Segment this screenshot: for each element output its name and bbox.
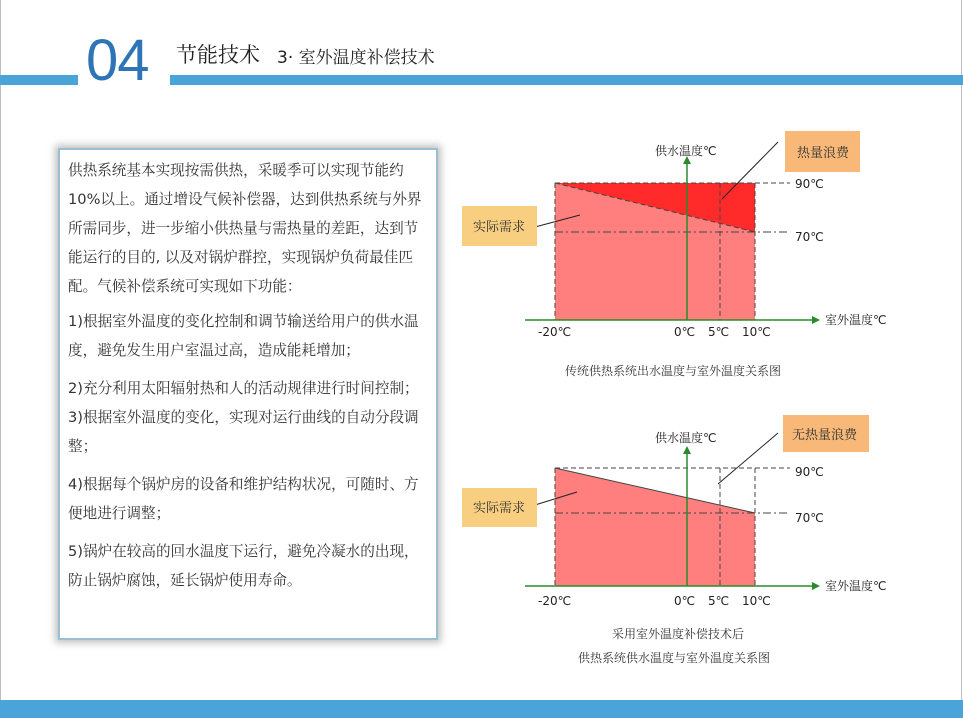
slide-subtitle: 3· 室外温度补偿技术 — [277, 48, 435, 68]
waste-callout-label: 热量浪费 — [797, 146, 850, 161]
tick-label-90: 90℃ — [795, 177, 824, 191]
function-item-2: 2)充分利用太阳辐射热和人的活动规律进行时间控制； — [68, 380, 419, 397]
function-item-1: 1)根据室外温度的变化控制和调节输送给用户的供水温度，避免发生用户室温过高，造成能耗增加； — [68, 313, 419, 359]
tick-label-90: 90℃ — [795, 465, 824, 479]
function-item-3: 3)根据室外温度的变化，实现对运行曲线的自动分段调整； — [68, 409, 419, 455]
x-axis-label: 室外温度℃ — [825, 579, 887, 593]
diagram-compensated — [462, 415, 886, 665]
tick-label-minus20: -20℃ — [538, 325, 572, 339]
intro-paragraph: 供热系统基本实现按需供热，采暖季可以实现节能约10%以上。通过增设气候补偿器，达到供热系统与外界所需同步，进一步缩小供热量与需热量的差距，达到节能运行的目的, 以及对锅炉群控，实现锅炉负荷最佳匹配。气候补偿系统可实现如下功能： — [68, 162, 422, 295]
tick-label-5: 5℃ — [708, 325, 730, 339]
slide-title: 节能技术 — [176, 43, 260, 67]
x-axis-label: 室外温度℃ — [825, 313, 887, 327]
tick-label-5: 5℃ — [708, 594, 730, 608]
demand-callout-label: 实际需求 — [473, 220, 526, 235]
y-axis-label: 供水温度℃ — [655, 144, 717, 158]
slide-number: 04 — [86, 28, 149, 93]
diagram-caption: 传统供热系统出水温度与室外温度关系图 — [565, 364, 782, 378]
tick-label-70: 70℃ — [795, 230, 824, 244]
diagram-traditional — [462, 131, 886, 378]
y-axis-label: 供水温度℃ — [655, 431, 717, 445]
function-item-4: 4)根据每个锅炉房的设备和维护结构状况，可随时、方便地进行调整； — [68, 476, 419, 522]
no-waste-callout-leader — [718, 433, 778, 484]
tick-label-0: 0℃ — [674, 325, 696, 339]
tick-label-70: 70℃ — [795, 511, 824, 525]
diagram-caption-line1: 采用室外温度补偿技术后 — [612, 627, 745, 641]
demand-callout-label: 实际需求 — [473, 501, 526, 516]
demand-area — [555, 468, 755, 586]
tick-label-minus20: -20℃ — [538, 594, 572, 608]
no-waste-callout-label: 无热量浪费 — [792, 428, 858, 443]
tick-label-10: 10℃ — [742, 325, 771, 339]
tick-label-0: 0℃ — [674, 594, 696, 608]
diagram-caption-line2: 供热系统供水温度与室外温度关系图 — [578, 651, 771, 665]
function-item-5: 5)锅炉在较高的回水温度下运行，避免冷凝水的出现，防止锅炉腐蚀，延长锅炉使用寿命。 — [68, 543, 419, 589]
tick-label-10: 10℃ — [742, 594, 771, 608]
